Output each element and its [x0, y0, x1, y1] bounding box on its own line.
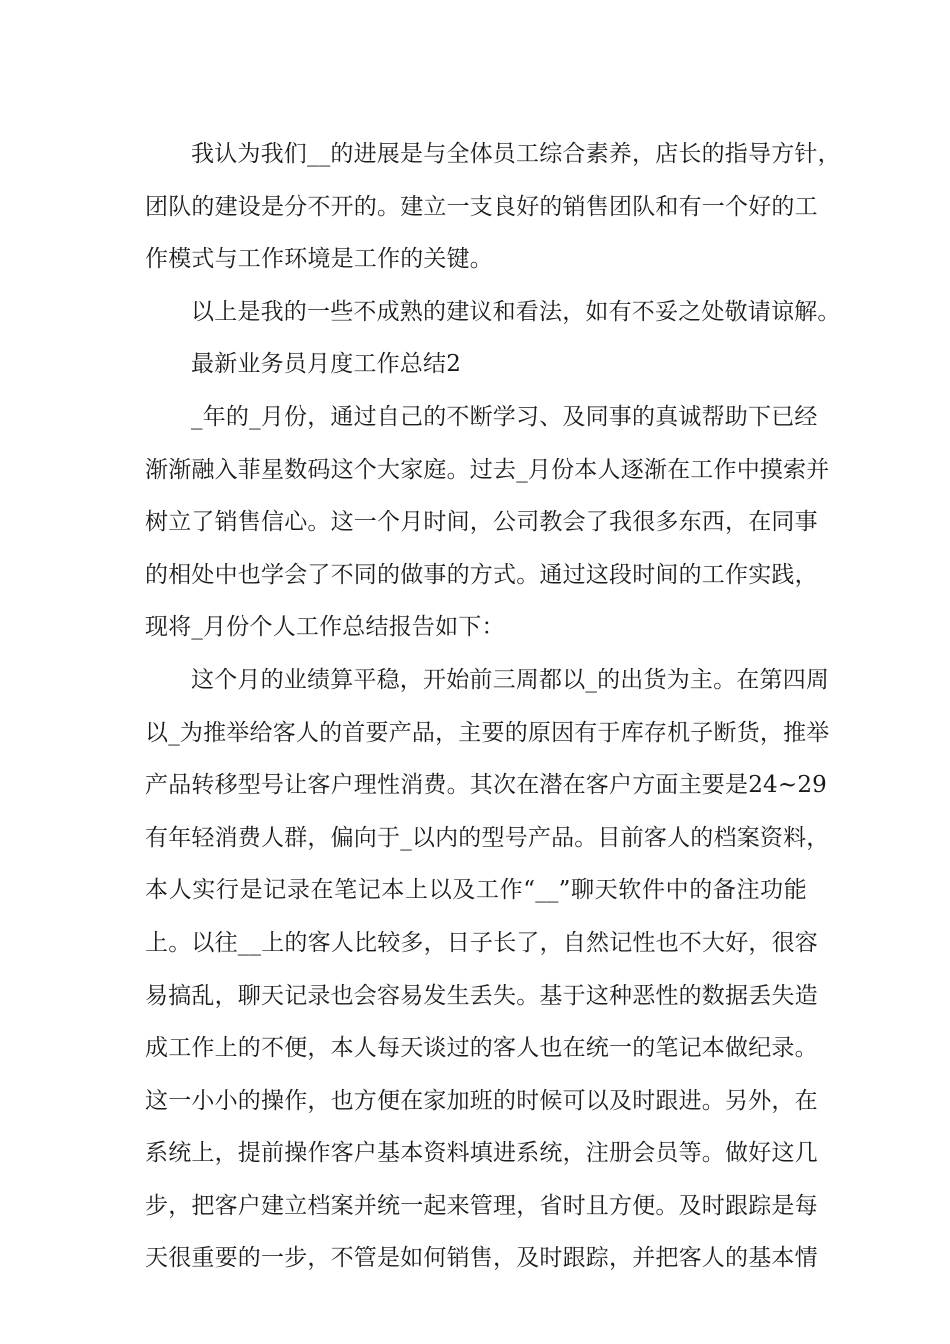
text-line: 渐渐融入菲星数码这个大家庭。过去_月份本人逐渐在工作中摸索并: [145, 456, 830, 483]
text-line: 我认为我们__的进展是与全体员工综合素养，店长的指导方针，: [191, 141, 841, 167]
text-line: 步，把客户建立档案并统一起来管理，省时且方便。及时跟踪是每: [145, 1192, 818, 1219]
text-line: 现将_月份个人工作总结报告如下：: [145, 614, 505, 641]
text-line: 作模式与工作环境是工作的关键。: [145, 246, 493, 273]
text-line: 有年轻消费人群，偏向于_以内的型号产品。目前客人的档案资料，: [145, 824, 830, 851]
text-line: _年的_月份，通过自己的不断学习、及同事的真诚帮助下已经: [191, 403, 818, 430]
text-line: 易搞乱，聊天记录也会容易发生丢失。基于这种恶性的数据丢失造: [145, 982, 818, 1009]
text-line: 以上是我的一些不成熟的建议和看法，如有不妥之处敬请谅解。: [191, 298, 841, 325]
text-line: 产品转移型号让客户理性消费。其次在潜在客户方面主要是24~29: [145, 772, 828, 799]
text-line: 树立了销售信心。这一个月时间，公司教会了我很多东西，在同事: [145, 509, 818, 536]
text-line: 系统上，提前操作客户基本资料填进系统，注册会员等。做好这几: [145, 1140, 818, 1167]
text-line: 这个月的业绩算平稳，开始前三周都以_的出货为主。在第四周: [191, 666, 830, 693]
section-heading: 最新业务员月度工作总结2: [191, 351, 462, 378]
text-line: 成工作上的不便，本人每天谈过的客人也在统一的笔记本做纪录。: [145, 1035, 818, 1062]
text-line: 天很重要的一步，不管是如何销售，及时跟踪，并把客人的基本情: [145, 1245, 818, 1272]
document-body: [145, 128, 841, 1285]
text-line: 本人实行是记录在笔记本上以及工作“__”聊天软件中的备注功能: [145, 877, 807, 904]
text-line: 的相处中也学会了不同的做事的方式。通过这段时间的工作实践，: [145, 561, 818, 588]
text-line: 团队的建设是分不开的。建立一支良好的销售团队和有一个好的工: [145, 193, 818, 220]
text-line: 以_为推举给客人的首要产品，主要的原因有于库存机子断货，推举: [145, 719, 830, 746]
text-line: 这一小小的操作，也方便在家加班的时候可以及时跟进。另外，在: [145, 1087, 818, 1114]
text-line: 上。以往__上的客人比较多，日子长了，自然记性也不大好，很容: [145, 929, 818, 956]
